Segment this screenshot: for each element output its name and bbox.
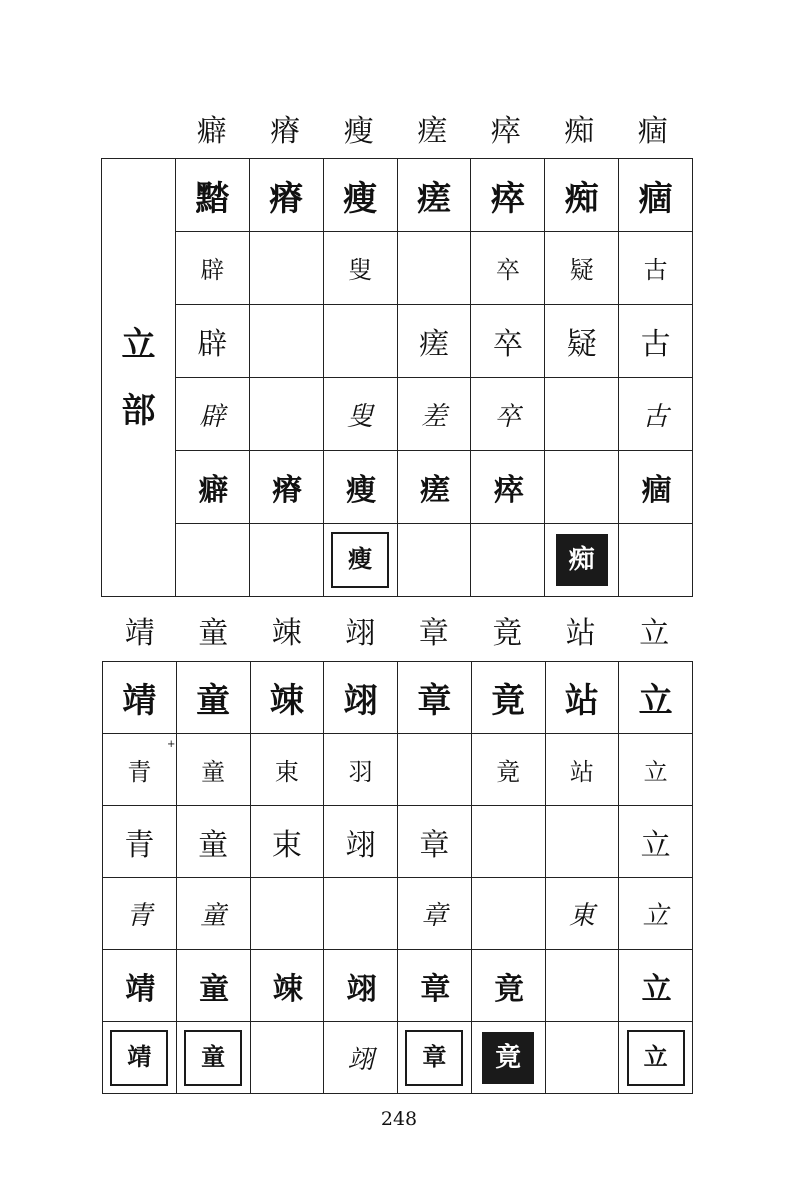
glyph-cell bbox=[398, 1022, 472, 1094]
column-header: 瘦 bbox=[343, 114, 374, 149]
glyph: 瘠 bbox=[269, 178, 304, 219]
column-header: 癖 bbox=[196, 114, 227, 149]
glyph-cell bbox=[250, 950, 324, 1022]
glyph-cell bbox=[471, 159, 545, 232]
glyph-cell bbox=[175, 524, 249, 597]
glyph-cell bbox=[250, 1022, 324, 1094]
glyph: 章 bbox=[419, 827, 450, 863]
glyph: 差 bbox=[420, 401, 447, 432]
glyph: 竦 bbox=[269, 681, 304, 721]
glyph: 辟 bbox=[199, 401, 226, 432]
glyph-cell bbox=[619, 451, 693, 524]
glyph: 靖 bbox=[110, 1030, 168, 1086]
glyph-cell bbox=[471, 232, 545, 305]
glyph-cell bbox=[324, 878, 398, 950]
glyph: 章 bbox=[420, 971, 449, 1007]
glyph: 東 bbox=[568, 901, 595, 931]
column-header: 站 bbox=[565, 616, 596, 651]
glyph: 瘥 bbox=[419, 473, 448, 508]
glyph-cell bbox=[324, 950, 398, 1022]
table-row bbox=[103, 806, 693, 878]
glyph-cell bbox=[175, 451, 249, 524]
glyph-cell bbox=[619, 232, 693, 305]
glyph-cell bbox=[103, 806, 177, 878]
glyph: 卒 bbox=[492, 327, 523, 362]
column-header: 瘁 bbox=[490, 114, 521, 149]
glyph-cell bbox=[324, 734, 398, 806]
glyph-cell bbox=[176, 878, 250, 950]
glyph-cell bbox=[545, 806, 619, 878]
top-header-row bbox=[175, 112, 690, 152]
glyph: 䵬 bbox=[195, 178, 230, 219]
glyph-cell bbox=[619, 524, 693, 597]
glyph: 辟 bbox=[197, 327, 228, 362]
glyph: 青 bbox=[127, 757, 152, 786]
glyph-cell bbox=[398, 734, 472, 806]
glyph-cell bbox=[619, 950, 693, 1022]
glyph: 卒 bbox=[495, 256, 520, 284]
glyph-cell bbox=[323, 305, 397, 378]
glyph-cell bbox=[249, 524, 323, 597]
table-row bbox=[102, 378, 693, 451]
glyph: 卒 bbox=[494, 401, 521, 432]
glyph-cell bbox=[103, 734, 177, 806]
glyph-cell bbox=[471, 524, 545, 597]
column-header: 竟 bbox=[492, 616, 523, 651]
radical-label-char: 部 bbox=[121, 390, 156, 431]
glyph: 翊 bbox=[345, 827, 376, 863]
glyph-cell bbox=[398, 662, 472, 734]
glyph: 青 bbox=[124, 827, 155, 863]
glyph: 靖 bbox=[125, 971, 154, 1007]
glyph-cell bbox=[398, 806, 472, 878]
glyph: 瘁 bbox=[490, 178, 525, 219]
glyph-cell bbox=[619, 806, 693, 878]
glyph: 站 bbox=[569, 757, 594, 786]
glyph: 叟 bbox=[348, 256, 373, 284]
glyph: 瘦 bbox=[346, 473, 375, 508]
radical-label-char: 立 bbox=[121, 324, 156, 365]
glyph-cell bbox=[103, 1022, 177, 1094]
bottom-character-table bbox=[102, 661, 693, 1094]
glyph-cell bbox=[103, 662, 177, 734]
glyph: 童 bbox=[201, 757, 226, 786]
glyph-cell bbox=[324, 806, 398, 878]
table-row bbox=[103, 734, 693, 806]
glyph-cell bbox=[249, 451, 323, 524]
glyph: 瘦 bbox=[343, 178, 378, 219]
glyph: 章 bbox=[405, 1030, 463, 1086]
glyph-cell bbox=[323, 232, 397, 305]
glyph-cell bbox=[471, 1022, 545, 1094]
glyph-cell bbox=[619, 159, 693, 232]
glyph: 竟 bbox=[496, 757, 521, 786]
glyph-cell bbox=[397, 451, 471, 524]
column-header: 竦 bbox=[271, 616, 302, 651]
plus-mark: + bbox=[167, 739, 176, 750]
table-row bbox=[103, 1022, 693, 1094]
glyph-cell bbox=[175, 378, 249, 451]
table-row bbox=[102, 451, 693, 524]
glyph-cell bbox=[175, 159, 249, 232]
glyph: 立 bbox=[641, 971, 670, 1007]
glyph-cell bbox=[250, 806, 324, 878]
glyph-cell bbox=[398, 878, 472, 950]
glyph: 章 bbox=[417, 681, 452, 721]
table-row bbox=[103, 950, 693, 1022]
glyph: 瘥 bbox=[416, 178, 451, 219]
glyph-cell bbox=[175, 232, 249, 305]
glyph: 青 bbox=[126, 901, 153, 931]
glyph-cell bbox=[249, 305, 323, 378]
glyph-cell bbox=[471, 305, 545, 378]
glyph: 古 bbox=[640, 327, 671, 362]
glyph: 束 bbox=[274, 757, 299, 786]
glyph-cell bbox=[545, 159, 619, 232]
glyph-cell bbox=[545, 1022, 619, 1094]
glyph: 立 bbox=[643, 757, 668, 786]
glyph-cell bbox=[545, 950, 619, 1022]
glyph-cell bbox=[471, 806, 545, 878]
glyph: 瘁 bbox=[493, 473, 522, 508]
glyph: 立 bbox=[642, 901, 669, 931]
glyph-cell bbox=[619, 305, 693, 378]
glyph-cell bbox=[323, 524, 397, 597]
glyph: 翊 bbox=[346, 971, 375, 1007]
glyph: 痼 bbox=[638, 178, 673, 219]
glyph-cell bbox=[397, 159, 471, 232]
glyph-cell bbox=[103, 878, 177, 950]
glyph-cell bbox=[175, 305, 249, 378]
glyph-cell bbox=[176, 950, 250, 1022]
glyph-cell bbox=[176, 662, 250, 734]
glyph-cell bbox=[619, 734, 693, 806]
glyph-cell bbox=[249, 159, 323, 232]
glyph-cell bbox=[471, 378, 545, 451]
glyph: 癖 bbox=[198, 473, 227, 508]
glyph-cell bbox=[545, 878, 619, 950]
glyph-cell bbox=[397, 524, 471, 597]
glyph-cell bbox=[398, 950, 472, 1022]
column-header: 章 bbox=[418, 616, 449, 651]
radical-label-cell bbox=[102, 159, 176, 597]
glyph-cell bbox=[249, 232, 323, 305]
glyph: 立 bbox=[627, 1030, 685, 1086]
glyph: 瘦 bbox=[331, 532, 389, 588]
glyph-cell bbox=[250, 662, 324, 734]
column-header: 童 bbox=[198, 616, 229, 651]
glyph-cell bbox=[176, 1022, 250, 1094]
glyph: 痼 bbox=[641, 473, 670, 508]
glyph: 童 bbox=[196, 681, 231, 721]
glyph: 章 bbox=[421, 901, 448, 931]
glyph-cell bbox=[545, 734, 619, 806]
column-header: 痼 bbox=[637, 114, 668, 149]
glyph: 痴 bbox=[564, 178, 599, 219]
glyph: 辟 bbox=[200, 256, 225, 284]
column-header: 瘠 bbox=[270, 114, 301, 149]
top-character-table bbox=[101, 158, 693, 597]
glyph: 瘥 bbox=[418, 327, 449, 362]
glyph-cell bbox=[471, 451, 545, 524]
column-header: 靖 bbox=[124, 616, 155, 651]
glyph: 立 bbox=[638, 681, 673, 721]
glyph: 叟 bbox=[347, 401, 374, 432]
glyph: 童 bbox=[198, 827, 229, 863]
glyph-cell bbox=[323, 159, 397, 232]
glyph-cell bbox=[619, 1022, 693, 1094]
glyph: 竦 bbox=[272, 971, 301, 1007]
glyph: 竟 bbox=[494, 971, 523, 1007]
glyph-cell bbox=[545, 662, 619, 734]
table-row bbox=[103, 662, 693, 734]
glyph: 靖 bbox=[122, 681, 157, 721]
glyph-cell bbox=[545, 305, 619, 378]
glyph-cell bbox=[176, 806, 250, 878]
column-header: 翊 bbox=[345, 616, 376, 651]
glyph-cell bbox=[397, 378, 471, 451]
column-header: 痴 bbox=[564, 114, 595, 149]
glyph: 站 bbox=[564, 681, 599, 721]
glyph: 羽 bbox=[348, 757, 373, 786]
glyph-cell bbox=[323, 451, 397, 524]
glyph: 痴 bbox=[556, 534, 608, 586]
glyph-cell bbox=[250, 734, 324, 806]
glyph-cell bbox=[324, 662, 398, 734]
glyph: 童 bbox=[199, 971, 228, 1007]
glyph-cell bbox=[545, 524, 619, 597]
glyph-cell bbox=[471, 662, 545, 734]
glyph: 疑 bbox=[566, 327, 597, 362]
glyph: 疑 bbox=[569, 256, 594, 284]
table-row bbox=[102, 232, 693, 305]
glyph-cell bbox=[545, 378, 619, 451]
table-row bbox=[102, 305, 693, 378]
glyph: 束 bbox=[271, 827, 302, 863]
column-header: 瘥 bbox=[417, 114, 448, 149]
glyph-cell bbox=[619, 378, 693, 451]
glyph-cell bbox=[471, 734, 545, 806]
glyph: 古 bbox=[643, 256, 668, 284]
glyph: 立 bbox=[640, 827, 671, 863]
glyph: 古 bbox=[642, 401, 669, 432]
glyph-cell bbox=[619, 662, 693, 734]
glyph-cell bbox=[545, 451, 619, 524]
glyph-cell bbox=[249, 378, 323, 451]
glyph: 童 bbox=[184, 1030, 242, 1086]
glyph: 竟 bbox=[491, 681, 526, 721]
glyph-cell bbox=[471, 878, 545, 950]
glyph-cell bbox=[545, 232, 619, 305]
glyph: 翊 bbox=[347, 1045, 374, 1075]
glyph: 翊 bbox=[343, 681, 378, 721]
bottom-header-row bbox=[103, 614, 691, 654]
glyph-cell bbox=[176, 734, 250, 806]
glyph-cell bbox=[471, 950, 545, 1022]
glyph: 竟 bbox=[482, 1032, 534, 1084]
glyph: 瘠 bbox=[272, 473, 301, 508]
glyph-cell bbox=[103, 950, 177, 1022]
table-row bbox=[103, 878, 693, 950]
table-row bbox=[102, 524, 693, 597]
glyph-cell bbox=[323, 378, 397, 451]
glyph-cell bbox=[324, 1022, 398, 1094]
column-header: 立 bbox=[639, 616, 670, 651]
page-number: 248 bbox=[380, 1108, 418, 1130]
table-row bbox=[102, 159, 693, 232]
glyph-cell bbox=[619, 878, 693, 950]
glyph-cell bbox=[250, 878, 324, 950]
glyph-cell bbox=[397, 305, 471, 378]
glyph-cell bbox=[397, 232, 471, 305]
glyph: 童 bbox=[200, 901, 227, 931]
